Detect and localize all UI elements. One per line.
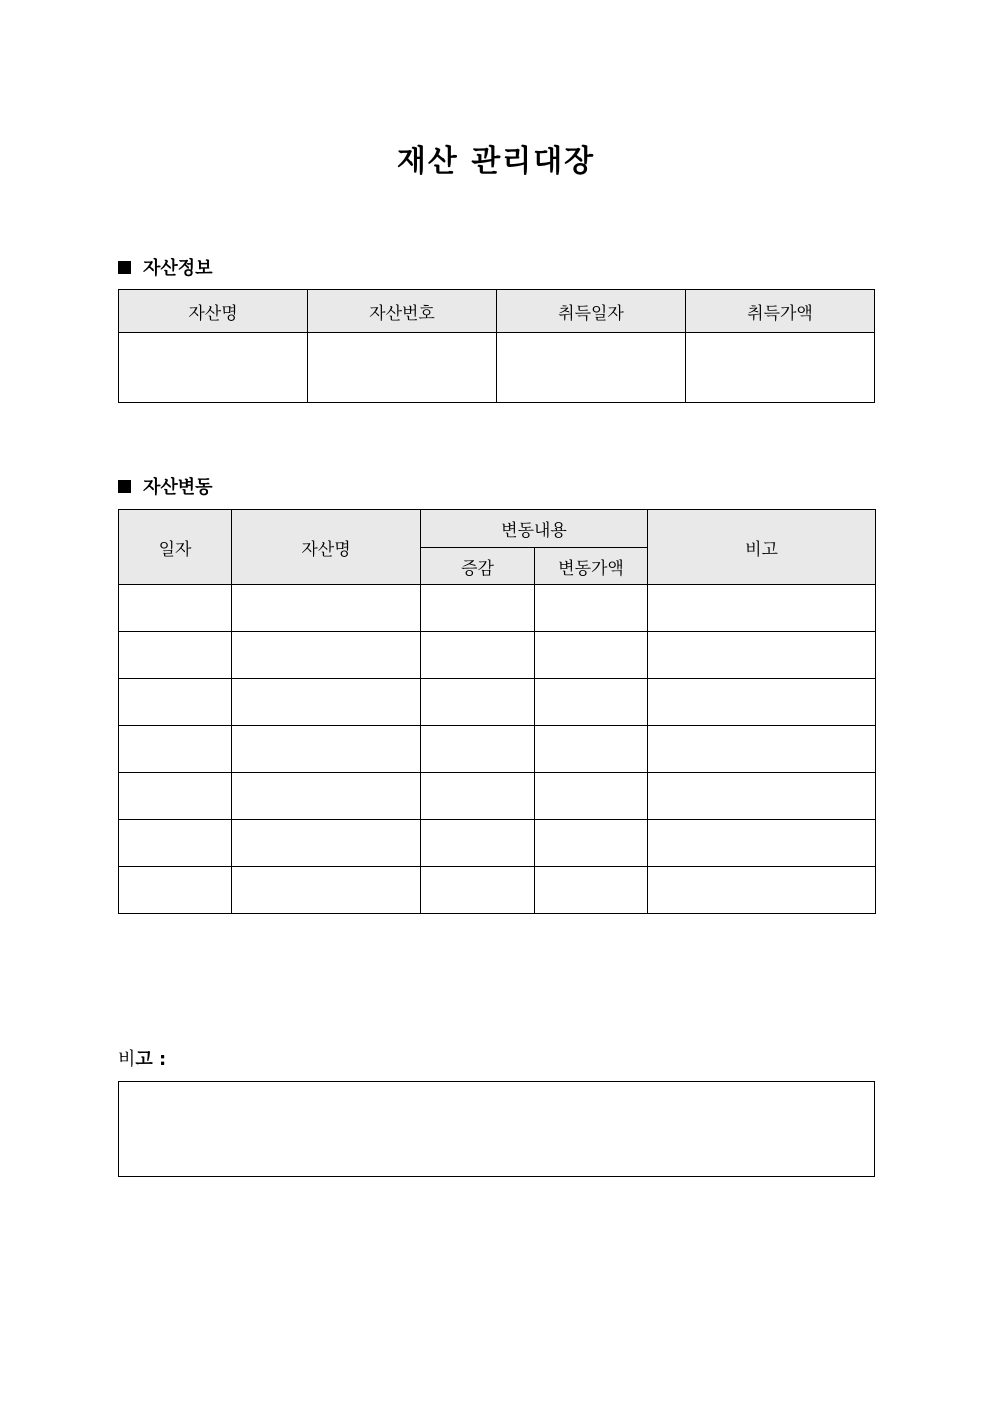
note-cell[interactable] — [648, 867, 876, 914]
change-amount-cell[interactable] — [535, 726, 648, 773]
header-change-amount: 변동가액 — [535, 548, 648, 585]
acquisition-date-cell[interactable] — [497, 333, 686, 403]
note-cell[interactable] — [648, 679, 876, 726]
header-asset-number: 자산번호 — [308, 290, 497, 333]
date-cell[interactable] — [119, 679, 232, 726]
remarks-label-bold: 고 : — [135, 1049, 167, 1070]
asset-name-cell[interactable] — [119, 333, 308, 403]
increase-decrease-cell[interactable] — [421, 585, 535, 632]
asset-change-heading-label: 자산변동 — [143, 477, 213, 498]
header-increase-decrease: 증감 — [421, 548, 535, 585]
asset-name-cell[interactable] — [232, 632, 421, 679]
date-cell[interactable] — [119, 867, 232, 914]
note-cell[interactable] — [648, 820, 876, 867]
page-title: 재산 관리대장 — [396, 144, 596, 179]
header-change-content: 변동내용 — [421, 510, 648, 548]
increase-decrease-cell[interactable] — [421, 726, 535, 773]
asset-info-heading-label: 자산정보 — [143, 258, 213, 279]
change-amount-cell[interactable] — [535, 632, 648, 679]
asset-change-heading — [118, 473, 213, 499]
table-row — [119, 820, 876, 867]
remarks-label — [118, 1045, 166, 1071]
asset-change-table — [118, 509, 876, 914]
asset-name-cell[interactable] — [232, 679, 421, 726]
change-amount-cell[interactable] — [535, 773, 648, 820]
table-row — [119, 773, 876, 820]
header-acquisition-date: 취득일자 — [497, 290, 686, 333]
asset-name-cell[interactable] — [232, 867, 421, 914]
asset-name-cell[interactable] — [232, 773, 421, 820]
header-date: 일자 — [119, 510, 232, 585]
increase-decrease-cell[interactable] — [421, 820, 535, 867]
table-row — [119, 333, 875, 403]
table-row — [119, 726, 876, 773]
asset-name-cell[interactable] — [232, 820, 421, 867]
asset-info-table — [118, 289, 875, 403]
date-cell[interactable] — [119, 726, 232, 773]
note-cell[interactable] — [648, 726, 876, 773]
date-cell[interactable] — [119, 820, 232, 867]
table-row — [119, 679, 876, 726]
change-amount-cell[interactable] — [535, 585, 648, 632]
header-asset-name: 자산명 — [232, 510, 421, 585]
header-acquisition-price: 취득가액 — [686, 290, 875, 333]
increase-decrease-cell[interactable] — [421, 679, 535, 726]
remarks-label-plain: 비 — [118, 1049, 136, 1070]
note-cell[interactable] — [648, 773, 876, 820]
table-row — [119, 867, 876, 914]
asset-name-cell[interactable] — [232, 726, 421, 773]
date-cell[interactable] — [119, 632, 232, 679]
date-cell[interactable] — [119, 773, 232, 820]
asset-name-cell[interactable] — [232, 585, 421, 632]
note-cell[interactable] — [648, 585, 876, 632]
remarks-box[interactable] — [118, 1081, 875, 1177]
acquisition-price-cell[interactable] — [686, 333, 875, 403]
change-amount-cell[interactable] — [535, 867, 648, 914]
asset-number-cell[interactable] — [308, 333, 497, 403]
increase-decrease-cell[interactable] — [421, 632, 535, 679]
increase-decrease-cell[interactable] — [421, 773, 535, 820]
table-row — [119, 632, 876, 679]
asset-info-heading — [118, 254, 213, 280]
date-cell[interactable] — [119, 585, 232, 632]
square-bullet-icon — [118, 261, 131, 274]
square-bullet-icon — [118, 480, 131, 493]
increase-decrease-cell[interactable] — [421, 867, 535, 914]
note-cell[interactable] — [648, 632, 876, 679]
header-asset-name: 자산명 — [119, 290, 308, 333]
header-note: 비고 — [648, 510, 876, 585]
table-row — [119, 585, 876, 632]
change-amount-cell[interactable] — [535, 820, 648, 867]
change-amount-cell[interactable] — [535, 679, 648, 726]
